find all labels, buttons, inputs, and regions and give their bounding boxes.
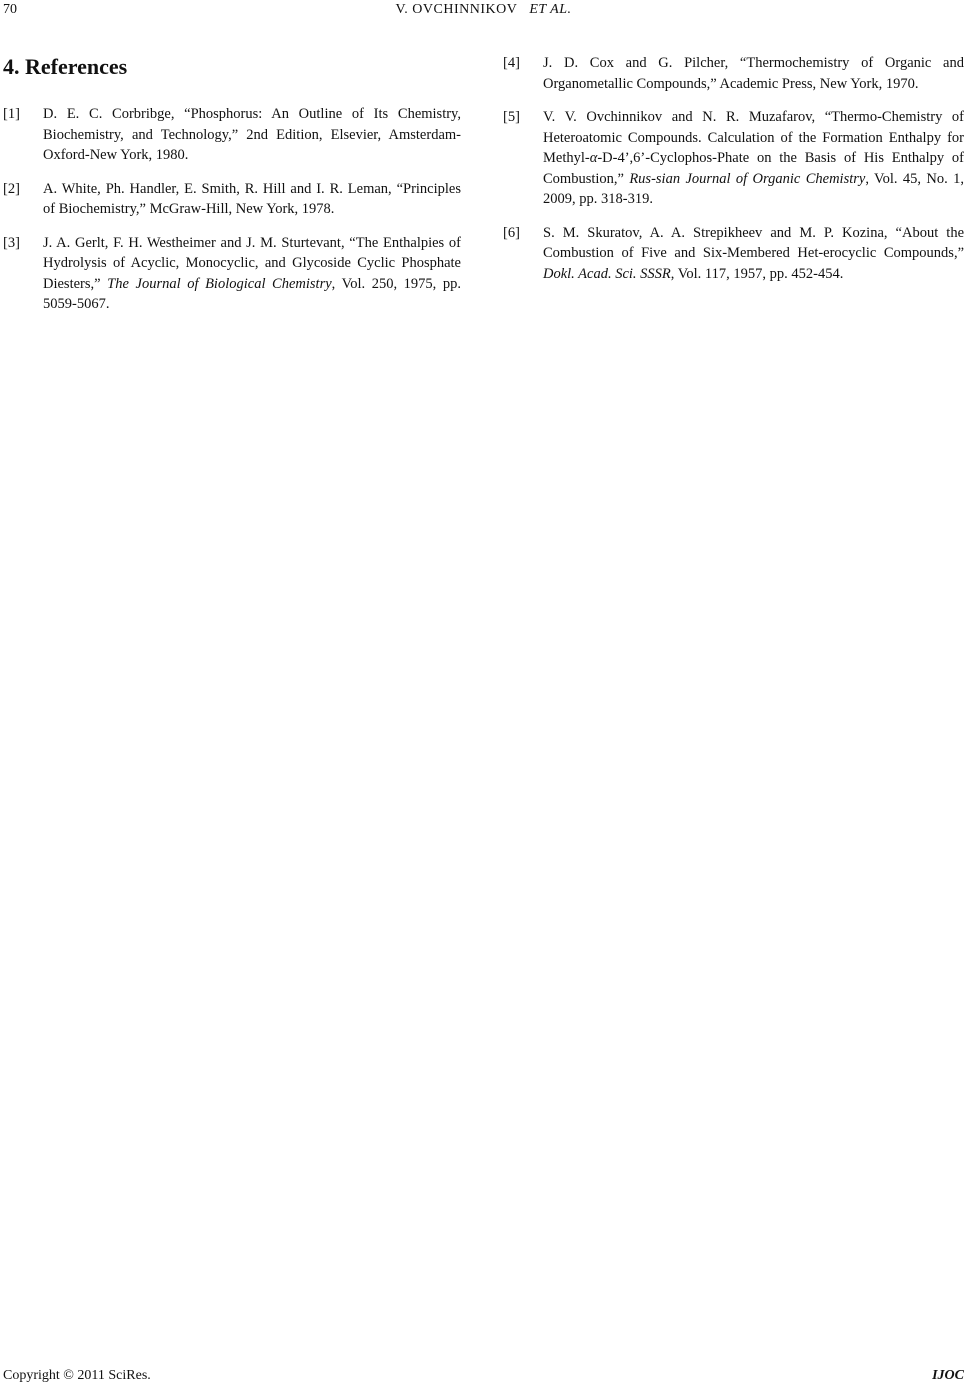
reference-text-continued: -D-4’,6’-Cyclophos-Phate on the Basis of His Enthalpy of Combustion,” — [543, 150, 964, 187]
reference-details: , Vol. 250, 1975, pp. 5059-5067. — [43, 275, 462, 312]
reference-item — [3, 104, 461, 166]
running-head — [0, 0, 967, 20]
running-head-et-al: ET AL. — [529, 2, 572, 17]
reference-item — [503, 223, 964, 285]
reference-alpha-symbol: α — [589, 150, 598, 166]
reference-text: J. A. Gerlt, F. H. Westheimer and J. M. Sturtevant, “The Enthalpies of Hydrolysis of Acyclic, Monocyclic, and Glycoside Cyclic Phosphate Diesters,” — [43, 234, 461, 292]
reference-journal: Rus-sian Journal of Organic Chemistry — [629, 170, 866, 187]
reference-number: [6] — [503, 224, 520, 241]
reference-details: , Vol. 45, No. 1, 2009, pp. 318-319. — [543, 170, 964, 207]
reference-text: V. V. Ovchinnikov and N. R. Muzafarov, “Thermo-Chemistry of Heteroatomic Compounds. Calculation of the Formation Enthalpy for Methyl- — [543, 109, 964, 166]
reference-number: [4] — [503, 55, 520, 71]
reference-details: , Vol. 117, 1957, pp. 452-454. — [670, 265, 844, 282]
section-title: 4. References — [3, 54, 128, 79]
reference-journal: The Journal of Biological Chemistry — [107, 275, 332, 292]
reference-number: [3] — [3, 234, 20, 251]
reference-item — [503, 107, 964, 210]
reference-number: [1] — [3, 106, 20, 122]
page-number: 70 — [3, 2, 17, 17]
reference-number: [5] — [503, 109, 520, 125]
reference-text: A. White, Ph. Handler, E. Smith, R. Hill and I. R. Leman, “Principles of Biochemistry,” McGraw-Hill, New York, 1978. — [43, 180, 461, 217]
reference-text: D. E. C. Corbribge, “Phosphorus: An Outline of Its Chemistry, Biochemistry, and Technology,” 2nd Edition, Elsevier, Amsterdam-Oxford-New York, 1980. — [43, 106, 461, 163]
reference-item — [503, 53, 964, 94]
copyright-notice: Copyright © 2011 SciRes. — [3, 1368, 151, 1383]
running-head-author: V. OVCHINNIKOV — [395, 2, 518, 17]
reference-item — [3, 179, 461, 220]
reference-number: [2] — [3, 180, 20, 197]
references-left-column — [3, 104, 461, 328]
references-right-column — [503, 53, 964, 297]
reference-item — [3, 233, 461, 315]
reference-text: J. D. Cox and G. Pilcher, “Thermochemistry of Organic and Organometallic Compounds,” Academic Press, New York, 1970. — [543, 55, 964, 92]
reference-journal: Dokl. Acad. Sci. SSSR — [543, 265, 671, 282]
reference-text: S. M. Skuratov, A. A. Strepikheev and M. P. Kozina, “About the Combustion of Five and Six-Membered Het-erocyclic Compounds,” — [543, 224, 964, 261]
journal-abbreviation: IJOC — [932, 1368, 964, 1383]
